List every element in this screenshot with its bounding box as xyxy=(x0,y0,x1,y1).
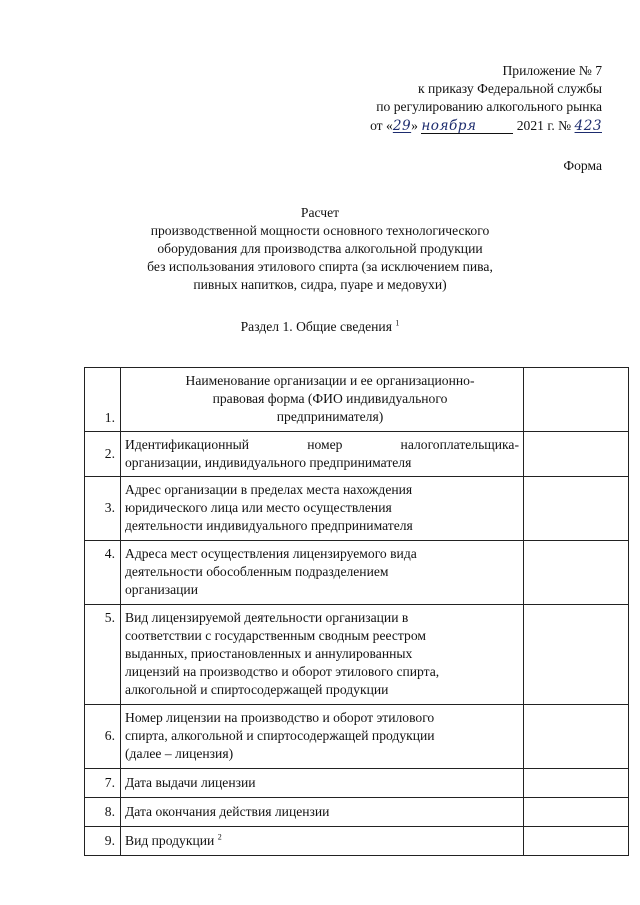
row-line: Дата окончания действия лицензии xyxy=(125,803,330,819)
row-line: Вид продукции xyxy=(125,832,215,848)
date-prefix: от « xyxy=(370,117,393,133)
row-line: правовая форма (ФИО индивидуального xyxy=(212,390,448,406)
date-mid: » xyxy=(411,117,422,133)
order-reference: к приказу Федеральной службы xyxy=(418,81,602,97)
row-description xyxy=(121,704,524,768)
year-text: 2021 г. № xyxy=(513,117,575,133)
title-line-1: Расчет xyxy=(300,205,340,220)
row-description xyxy=(121,797,524,826)
row-number: 7. xyxy=(85,768,121,797)
title-line-4: без использования этилового спирта (за исключением пива, xyxy=(147,258,493,274)
row-description xyxy=(121,826,524,855)
row-line: Адреса мест осуществления лицензируемого вида xyxy=(125,545,417,561)
row-line: юридического лица или место осуществления xyxy=(125,499,392,515)
row-line: выданных, приостановленных и аннулированных xyxy=(125,645,413,661)
row-number: 1. xyxy=(85,368,121,432)
title-line-5: пивных напитков, сидра, пуаре и медовухи) xyxy=(193,276,447,292)
row-value-cell[interactable] xyxy=(524,368,629,432)
row-value-cell[interactable] xyxy=(524,432,629,477)
table-row xyxy=(85,604,629,704)
handwritten-day: 29 xyxy=(392,117,412,134)
row-description xyxy=(121,540,524,604)
appendix-number: Приложение № 7 xyxy=(502,63,602,78)
table-row xyxy=(85,704,629,768)
row-line: спирта, алкогольной и спиртосодержащей продукции xyxy=(125,727,435,743)
row-description xyxy=(121,604,524,704)
appendix-header xyxy=(370,62,602,135)
row-line: соответствии с государственным сводным реестром xyxy=(125,627,426,643)
section-heading xyxy=(0,318,640,336)
row-line: Наименование организации и ее организационно- xyxy=(185,373,475,388)
document-title xyxy=(0,204,640,294)
row-value-cell[interactable] xyxy=(524,768,629,797)
row-value-cell[interactable] xyxy=(524,604,629,704)
row-number: 9. xyxy=(85,826,121,855)
row-line: Идентификационный номер налогоплательщика- xyxy=(125,437,519,452)
row-line: Вид лицензируемой деятельности организации в xyxy=(125,609,409,625)
row-number: 5. xyxy=(85,604,121,704)
row-line: Дата выдачи лицензии xyxy=(125,774,256,790)
row-line: алкогольной и спиртосодержащей продукции xyxy=(125,681,389,697)
row-line: деятельности индивидуального предпринимателя xyxy=(125,517,413,533)
row-value-cell[interactable] xyxy=(524,797,629,826)
section-footnote-mark: 1 xyxy=(395,318,400,328)
row-value-cell[interactable] xyxy=(524,704,629,768)
row-description xyxy=(121,432,524,477)
row-number: 4. xyxy=(85,540,121,604)
row-line: Адрес организации в пределах места нахождения xyxy=(125,481,413,497)
section-title-text: Раздел 1. Общие сведения xyxy=(240,319,392,334)
row-line: Номер лицензии на производство и оборот этилового xyxy=(125,709,435,725)
row-value-cell[interactable] xyxy=(524,476,629,540)
row-line: организации xyxy=(125,581,198,597)
row-number: 8. xyxy=(85,797,121,826)
table-row xyxy=(85,540,629,604)
title-line-3: оборудования для производства алкогольной продукции xyxy=(157,240,483,256)
row-description xyxy=(121,368,524,432)
row-line: предпринимателя) xyxy=(276,408,384,424)
row-number: 6. xyxy=(85,704,121,768)
general-info-table xyxy=(84,367,629,856)
table-row xyxy=(85,797,629,826)
title-line-2: производственной мощности основного технологического xyxy=(150,222,490,238)
row-footnote-mark: 2 xyxy=(217,832,222,842)
table-row xyxy=(85,432,629,477)
row-number: 2. xyxy=(85,432,121,477)
row-line: лицензий на производство и оборот этилового спирта, xyxy=(125,663,440,679)
handwritten-month: ноября xyxy=(421,120,513,135)
row-line: организации, индивидуального предпринимателя xyxy=(125,454,412,470)
handwritten-number: 423 xyxy=(574,117,602,134)
row-number: 3. xyxy=(85,476,121,540)
table-row xyxy=(85,768,629,797)
order-date-line xyxy=(370,117,602,135)
row-value-cell[interactable] xyxy=(524,826,629,855)
row-line: (далее – лицензия) xyxy=(125,745,234,761)
row-description xyxy=(121,768,524,797)
table-row xyxy=(85,476,629,540)
agency-name: по регулированию алкогольного рынка xyxy=(376,99,602,115)
row-line: деятельности обособленным подразделением xyxy=(125,563,389,579)
table-row xyxy=(85,826,629,855)
table-row xyxy=(85,368,629,432)
row-value-cell[interactable] xyxy=(524,540,629,604)
form-label: Форма xyxy=(563,158,602,173)
row-description xyxy=(121,476,524,540)
